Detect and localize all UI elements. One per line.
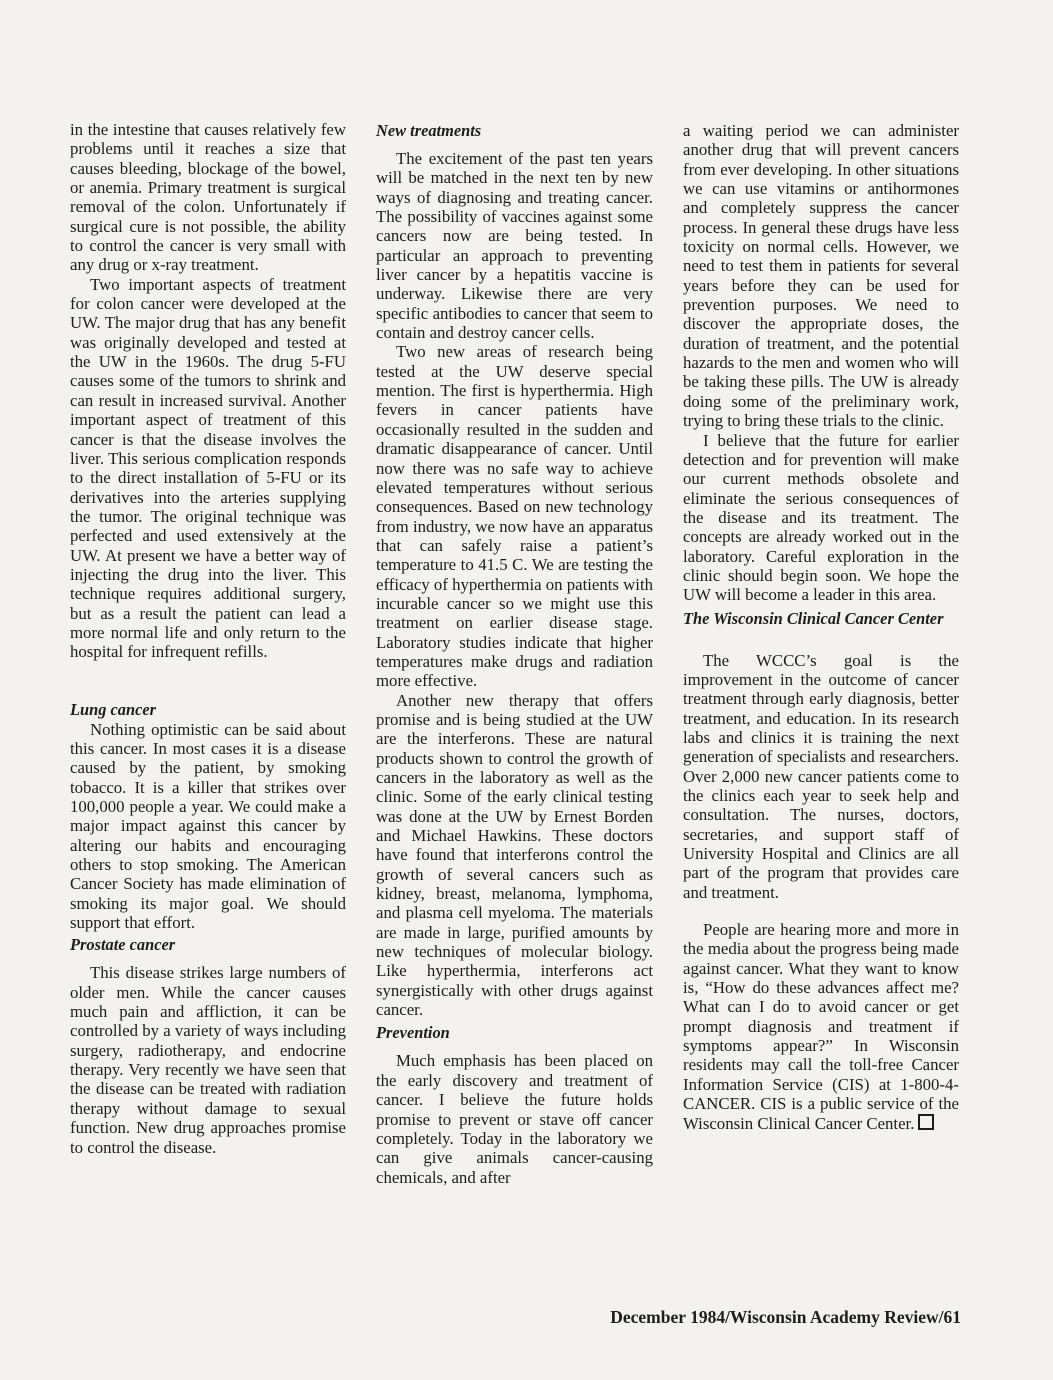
paragraph-intestine: in the intestine that causes relatively few problems until it reaches a size that causes bleeding, blockage of the bowel, or anemia. Primary treatment is surgical removal of the colon. Unfortunately if surgical cure is not possible, the ability to control the cancer is very small with any drug or x-ray treatment. bbox=[70, 120, 346, 275]
paragraph-prostate-cancer: This disease strikes large numbers of older men. While the cancer causes much pain and affliction, it can be controlled by a variety of ways including surgery, radiotherapy, and endocrine therapy. Very recently we have seen that the disease can be treated with radiation therapy without damage to sexual function. New drug approaches promise to control the disease. bbox=[70, 963, 346, 1157]
heading-prevention: Prevention bbox=[376, 1023, 450, 1043]
paragraph-interferons: Another new therapy that offers promise and is being studied at the UW are the interferons. These are natural products shown to control the growth of cancers in the laboratory as well as the clinic. Some of the early clinical testing was done at the UW by Ernest Borden and Michael Hawkins. These doctors have found that interferons control the growth of several cancers such as kidney, breast, melanoma, lymphoma, and plasma cell myeloma. The materials are made in large, purified amounts by new techniques of molecular biology. Like hyperthermia, interferons act synergistically with other drugs against cancer. bbox=[376, 690, 653, 1020]
end-mark-box-icon bbox=[918, 1114, 934, 1130]
heading-wisconsin-clinical-cancer-center: The Wisconsin Clinical Cancer Center bbox=[683, 608, 944, 628]
page-footer: December 1984/Wisconsin Academy Review/61 bbox=[610, 1307, 961, 1327]
column-1 bbox=[70, 120, 346, 1157]
paragraph-wccc-goal: The WCCC’s goal is the improvement in the outcome of cancer treatment through early diagnosis, better treatment, and education. In its research labs and clinics it is training the next generation of specialists and researchers. Over 2,000 new cancer patients come to the clinics each year to seek help and consultation. The nurses, doctors, secretaries, and support staff of University Hospital and Clinics are all part of the program that provides care and treatment. bbox=[683, 650, 959, 902]
paragraph-excitement: The excitement of the past ten years will be matched in the next ten by new ways of diagnosing and treating cancer. The possibility of vaccines against some cancers now are being tested. In particular an approach to preventing liver cancer by a hepatitis vaccine is underway. Likewise there are very specific antibodies to cancer that seem to contain and destroy cancer cells. bbox=[376, 149, 653, 343]
paragraph-hyperthermia: Two new areas of research being tested at the UW deserve special mention. The first is hyperthermia. High fevers in cancer patients have occasionally resulted in the sudden and dramatic disappearance of cancer. Until now there was no safe way to achieve elevated temperatures without serious consequences. Based on new technology from industry, we now have an apparatus that can safely raise a patient’s temperature to 41.5 C. We are testing the efficacy of hyperthermia on patients with incurable cancer so we might use this treatment on earlier disease stage. Laboratory studies indicate that higher temperatures make drugs and radiation more effective. bbox=[376, 342, 653, 691]
heading-lung-cancer: Lung cancer bbox=[70, 699, 157, 719]
paragraph-colon-treatment: Two important aspects of treatment for colon cancer were developed at the UW. The major drug that has any benefit was originally developed and tested at the UW in the 1960s. The drug 5-FU causes some of the tumors to shrink and can result in increased survival. Another important aspect of treatment of this cancer is that the disease involves the liver. This serious complication responds to the direct installation of 5-FU or its derivatives into the arteries supplying the tumor. The original technique was perfected and used extensively at the UW. At present we have a better way of injecting the drug into the liver. This technique requires additional surgery, but as a result the patient can lead a more normal life and only return to the hospital for infrequent refills. bbox=[70, 274, 346, 662]
paragraph-waiting-period: a waiting period we can administer another drug that will prevent cancers from ever developing. In other situations we can use vitamins or antihormones and completely suppress the cancer process. In general these drugs have less toxicity on normal cells. However, we need to test them in patients for several years before they can be used for prevention purposes. We need to discover the appropriate doses, the duration of treatment, and the potential hazards to the men and women who will be taking these pills. The UW is already doing some of the preliminary work, trying to bring these trials to the clinic. bbox=[683, 121, 959, 431]
paragraph-people-text: People are hearing more and more in the media about the progress being made against cancer. What they want to know is, “How do these advances affect me? What can I do to avoid cancer or get prompt diagnosis and treatment if symptoms appear?” In Wisconsin residents may call the toll-free Cancer Information Service (CIS) at 1-800-4-CANCER. CIS is a public service of the Wisconsin Clinical Cancer Center. bbox=[683, 920, 959, 1133]
heading-new-treatments: New treatments bbox=[376, 121, 482, 140]
column-2 bbox=[376, 121, 653, 1187]
paragraph-future: I believe that the future for earlier detection and for prevention will make our current methods obsolete and eliminate the serious consequences of the disease and its treatment. The concepts are already worked out in the laboratory. Careful exploration in the clinic should begin soon. We hope the UW will become a leader in this area. bbox=[683, 430, 959, 605]
column-3 bbox=[683, 121, 959, 1133]
paragraph-people-hearing bbox=[683, 920, 959, 1133]
heading-prostate-cancer: Prostate cancer bbox=[70, 935, 176, 955]
paragraph-prevention: Much emphasis has been placed on the early discovery and treatment of cancer. I believe the future holds promise to prevent or stave off cancer completely. Today in the laboratory we can give animals cancer-causing chemicals, and after bbox=[376, 1051, 653, 1187]
paragraph-lung-cancer: Nothing optimistic can be said about this cancer. In most cases it is a disease caused by the patient, by smoking tobacco. It is a killer that strikes over 100,000 people a year. We could make a major impact against this cancer by altering our habits and encouraging others to stop smoking. The American Cancer Society has made elimination of smoking its major goal. We should support that effort. bbox=[70, 719, 346, 933]
